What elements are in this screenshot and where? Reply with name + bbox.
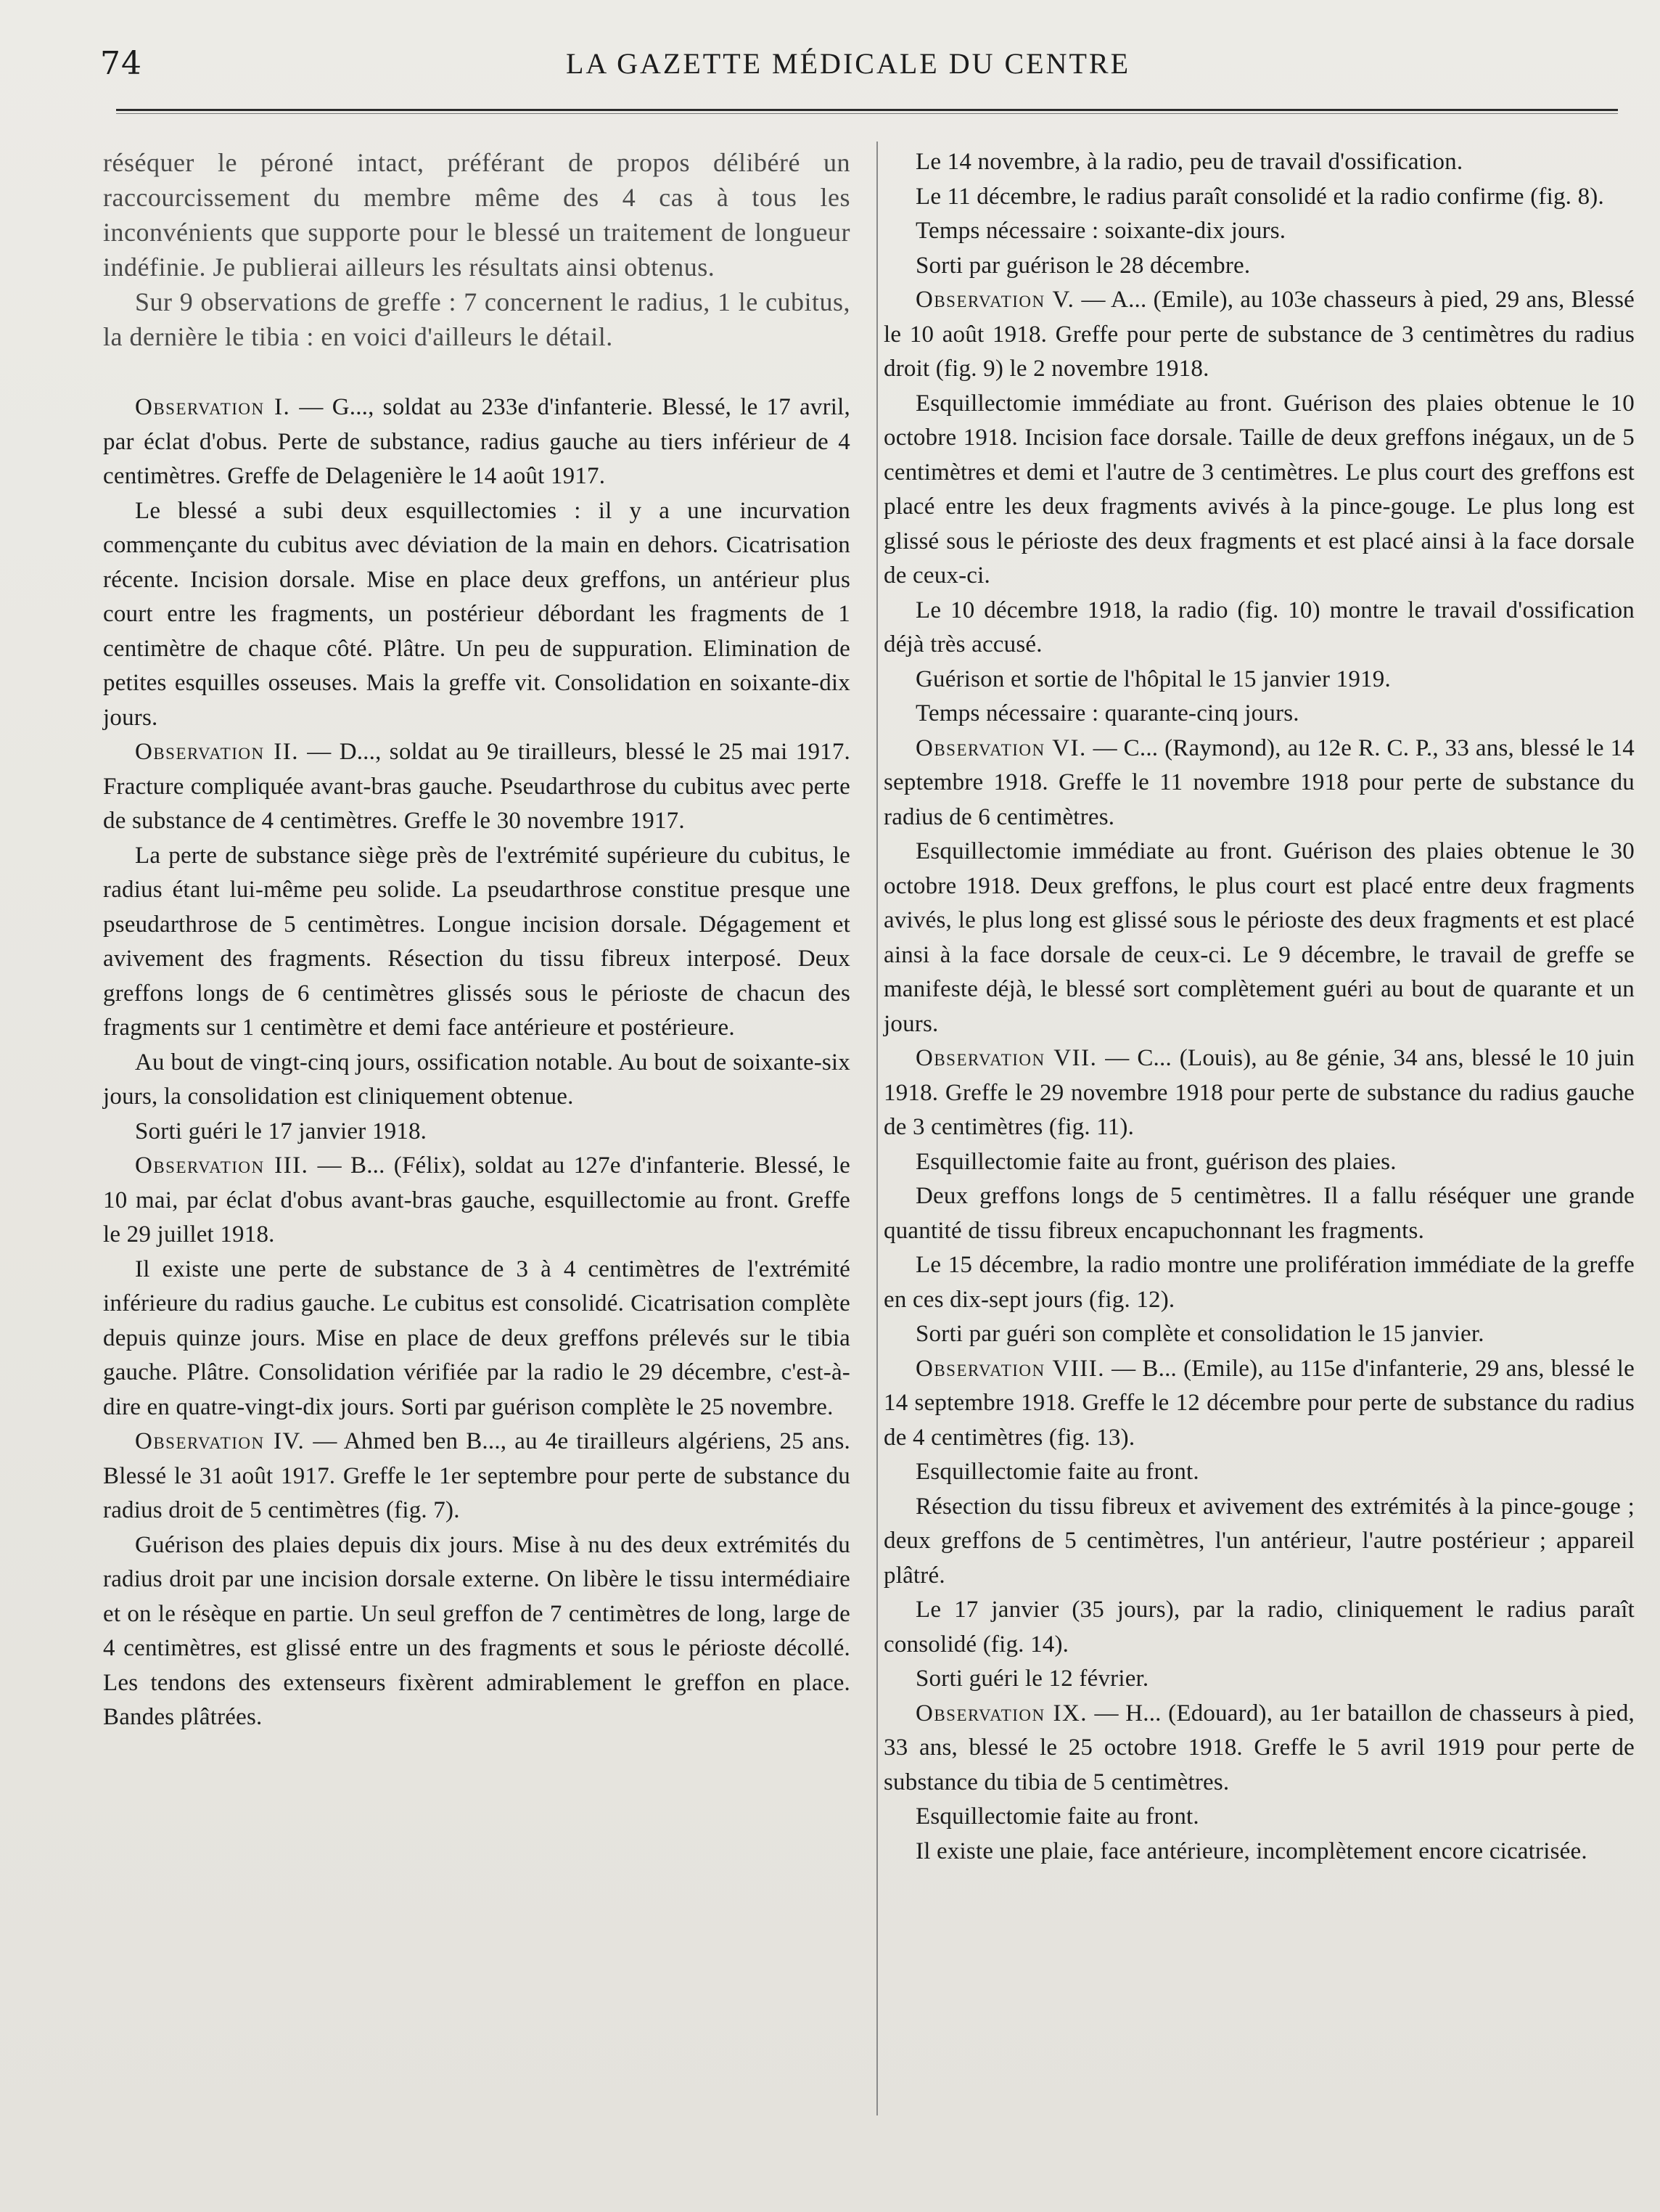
paragraph: Le 14 novembre, à la radio, peu de travail d'ossification. bbox=[916, 149, 1463, 175]
column-divider bbox=[876, 142, 878, 2115]
journal-title: LA GAZETTE MÉDICALE DU CENTRE bbox=[566, 47, 1131, 80]
header-rule bbox=[116, 109, 1618, 111]
paragraph: Il existe une perte de substance de 3 à 4 centimètres de l'extrémité inférieure du radius gauche. Le cubitus est consolidé. Cicatrisation complète depuis quinze jours. Mise en place de deux greffons prélevés sur le tibia gauche. Plâtre. Consolidation vérifiée par la radio le 29 décembre, c'est-à-dire en quatre-vingt-dix jours. Sorti par guérison complète le 25 novembre. bbox=[103, 1255, 850, 1420]
observation-label: Observation IX. bbox=[916, 1700, 1088, 1726]
observation-4 bbox=[103, 1425, 850, 1528]
paragraph: Esquillectomie immédiate au front. Guérison des plaies obtenue le 10 octobre 1918. Incision face dorsale. Taille de deux greffons inégaux, un de 5 centimètres et demi et l'autre de 3 centimètres. Le plus court des greffons est placé entre les deux fragments avivés à la pince-gouge. Le plus long est glissé sous le périoste des deux fragments et est placé ainsi à la face dorsale de ceux-ci. bbox=[884, 390, 1635, 589]
paragraph: Esquillectomie faite au front. bbox=[916, 1459, 1199, 1485]
paragraph: Le 10 décembre 1918, la radio (fig. 10) montre le travail d'ossification déjà très accusé. bbox=[884, 597, 1635, 658]
observation-label: Observation VI. bbox=[916, 734, 1087, 761]
observation-text: — C... (Louis), au 8e génie, 34 ans, blessé le 10 juin 1918. Greffe le 29 novembre 1918 pour perte de substance du radius gauche de 3 centimètres (fig. 11). bbox=[884, 1045, 1635, 1140]
observation-text: — H... (Edouard), au 1er bataillon de chasseurs à pied, 33 ans, blessé le 25 octobre 1918. Greffe le 5 avril 1919 pour perte de substance du tibia de 5 centimètres. bbox=[884, 1700, 1635, 1795]
paragraph: Sorti par guéri son complète et consolidation le 15 janvier. bbox=[916, 1321, 1484, 1347]
page-header bbox=[0, 36, 1660, 87]
observation-label: Observation VII. bbox=[916, 1045, 1098, 1071]
paragraph: Sorti par guérison le 28 décembre. bbox=[916, 252, 1251, 279]
observation-9 bbox=[884, 1697, 1635, 1801]
observation-2 bbox=[103, 735, 850, 839]
page-number: 74 bbox=[100, 45, 142, 82]
paragraph: Sorti guéri le 17 janvier 1918. bbox=[135, 1118, 427, 1144]
observation-label: Observation IV. bbox=[135, 1428, 305, 1454]
observation-3 bbox=[103, 1149, 850, 1253]
observation-8 bbox=[884, 1352, 1635, 1456]
paragraph: réséquer le péroné intact, préférant de propos délibéré un raccourcissement du membre même des 4 cas à tous les inconvénients que supporte pour le blessé un traitement de longueur indéfinie. Je publierai ailleurs les résultats ainsi obtenus. bbox=[103, 148, 850, 282]
paragraph: La perte de substance siège près de l'extrémité supérieure du cubitus, le radius étant lui-même peu solide. La pseudarthrose constitue presque une pseudarthrose de 5 centimètres. Longue incision dorsale. Dégagement et avivement des fragments. Résection du tissu fibreux interposé. Deux greffons longs de 6 centimètres glissés sous le périoste de chacun des fragments sur 1 centimètre et demi face antérieure et postérieure. bbox=[103, 842, 850, 1041]
observation-label: Observation I. bbox=[135, 394, 291, 420]
observation-text: — B... (Emile), au 115e d'infanterie, 29 ans, blessé le 14 septembre 1918. Greffe le 12 décembre pour perte de substance du radius de 4 centimètres (fig. 13). bbox=[884, 1355, 1635, 1451]
paragraph: Sorti guéri le 12 février. bbox=[916, 1666, 1149, 1692]
observation-5 bbox=[884, 283, 1635, 387]
observation-1 bbox=[103, 390, 850, 494]
paragraph: Le blessé a subi deux esquillectomies : il y a une incurvation commençante du cubitus avec déviation de la main en dehors. Cicatrisation récente. Incision dorsale. Mise en place deux greffons, un antérieur plus court entre les fragments, un postérieur débordant les fragments de 1 centimètre de chaque côté. Plâtre. Un peu de suppuration. Elimination de petites esquilles osseuses. Mais la greffe vit. Consolidation en soixante-dix jours. bbox=[103, 497, 850, 731]
paragraph: Le 17 janvier (35 jours), par la radio, cliniquement le radius paraît consolidé (fig. 14). bbox=[884, 1597, 1635, 1658]
observation-text: — Ahmed ben B..., au 4e tirailleurs algériens, 25 ans. Blessé le 31 août 1917. Greffe le 1er septembre pour perte de substance du radius droit de 5 centimètres (fig. 7). bbox=[103, 1428, 850, 1523]
observation-text: — B... (Félix), soldat au 127e d'infanterie. Blessé, le 10 mai, par éclat d'obus avant-bras gauche, esquillectomie au front. Greffe le 29 juillet 1918. bbox=[103, 1152, 850, 1248]
paragraph: Résection du tissu fibreux et avivement des extrémités à la pince-gouge ; deux greffons de 5 centimètres, l'un antérieur, l'autre postérieur ; appareil plâtré. bbox=[884, 1493, 1635, 1589]
paragraph: Le 11 décembre, le radius paraît consolidé et la radio confirme (fig. 8). bbox=[916, 183, 1604, 210]
paragraph: Le 15 décembre, la radio montre une prolifération immédiate de la greffe en ces dix-sept jours (fig. 12). bbox=[884, 1252, 1635, 1313]
observation-text: — G..., soldat au 233e d'infanterie. Blessé, le 17 avril, par éclat d'obus. Perte de substance, radius gauche au tiers inférieur de 4 centimètres. Greffe de Delagenière le 14 août 1917. bbox=[103, 394, 850, 489]
observation-label: Observation II. bbox=[135, 739, 299, 765]
observation-text: — A... (Emile), au 103e chasseurs à pied, 29 ans, Blessé le 10 août 1918. Greffe pour perte de substance de 3 centimètres du radius droit (fig. 9) le 2 novembre 1918. bbox=[884, 287, 1635, 382]
paragraph: Temps nécessaire : quarante-cinq jours. bbox=[916, 700, 1299, 726]
paragraph: Guérison des plaies depuis dix jours. Mise à nu des deux extrémités du radius droit par une incision dorsale externe. On libère le tissu intermédiaire et on le résèque en partie. Un seul greffon de 7 centimètres de long, large de 4 centimètres, est glissé entre un des fragments et sous le périoste décollé. Les tendons des extenseurs fixèrent admirablement le greffon en place. Bandes plâtrées. bbox=[103, 1531, 850, 1730]
paragraph: Deux greffons longs de 5 centimètres. Il a fallu réséquer une grande quantité de tissu fibreux encapuchonnant les fragments. bbox=[884, 1183, 1635, 1244]
spacer bbox=[103, 354, 850, 390]
observation-text: — D..., soldat au 9e tirailleurs, blessé le 25 mai 1917. Fracture compliquée avant-bras gauche. Pseudarthrose du cubitus avec perte de substance de 4 centimètres. Greffe le 30 novembre 1917. bbox=[103, 739, 850, 834]
paragraph: Guérison et sortie de l'hôpital le 15 janvier 1919. bbox=[916, 665, 1391, 692]
paragraph: Esquillectomie faite au front. bbox=[916, 1803, 1199, 1830]
paragraph: Esquillectomie faite au front, guérison des plaies. bbox=[916, 1148, 1397, 1175]
paragraph: Il existe une plaie, face antérieure, incomplètement encore cicatrisée. bbox=[916, 1838, 1587, 1864]
observation-label: Observation III. bbox=[135, 1152, 309, 1179]
left-column bbox=[103, 145, 850, 1735]
observation-label: Observation V. bbox=[916, 287, 1075, 313]
paragraph: Temps nécessaire : soixante-dix jours. bbox=[916, 218, 1286, 244]
observation-7 bbox=[884, 1041, 1635, 1145]
right-column bbox=[884, 145, 1635, 1869]
observation-label: Observation VIII. bbox=[916, 1355, 1106, 1382]
paragraph: Au bout de vingt-cinq jours, ossification notable. Au bout de soixante-six jours, la consolidation est cliniquement obtenue. bbox=[103, 1049, 850, 1110]
observation-text: — C... (Raymond), au 12e R. C. P., 33 ans, blessé le 14 septembre 1918. Greffe le 11 novembre 1918 pour perte de substance du radius de 6 centimètres. bbox=[884, 734, 1635, 830]
paragraph: Sur 9 observations de greffe : 7 concernent le radius, 1 le cubitus, la dernière le tibia : en voici d'ailleurs le détail. bbox=[103, 287, 850, 351]
observation-6 bbox=[884, 732, 1635, 835]
header-rule-thin bbox=[116, 113, 1618, 114]
paragraph: Esquillectomie immédiate au front. Guérison des plaies obtenue le 30 octobre 1918. Deux greffons, le plus court est placé entre deux fragments avivés, le plus long est glissé sous le périoste des deux fragments et est placé ainsi à la face dorsale de ceux-ci. Le 9 décembre, le travail de greffe se manifeste déjà, le blessé sort complètement guéri au bout de quarante et un jours. bbox=[884, 838, 1635, 1037]
